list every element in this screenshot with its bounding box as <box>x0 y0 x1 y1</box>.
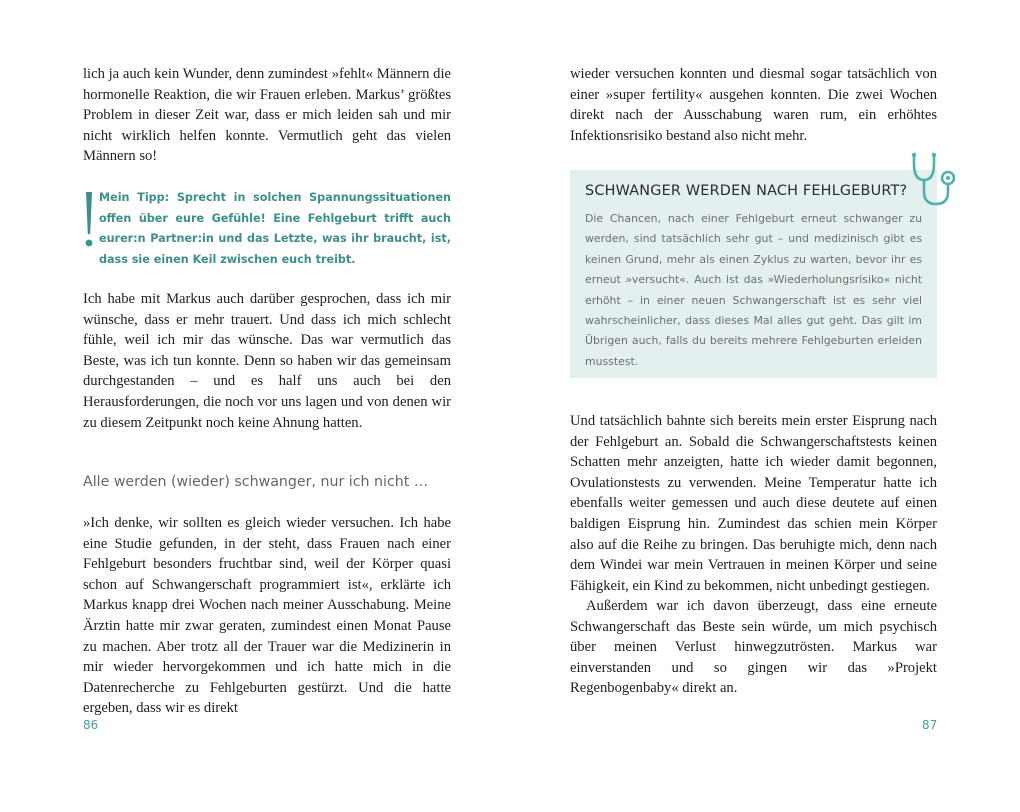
page-number-right: 87 <box>922 718 938 732</box>
right-paragraph-1 <box>570 64 937 146</box>
paragraph-text: wieder versuchen konnten und diesmal sogar tatsächlich von einer »super fertility« ausgehen konnten. Die zwei Wochen direkt nach der Ausschabung waren rum, ein erhöhtes Infektionsrisiko bestand also nicht mehr. <box>570 66 937 144</box>
paragraph-text: Außerdem war ich davon überzeugt, dass eine erneute Schwangerschaft das Beste sein würde, um mich psychisch über meinen Verlust hinwegzutrösten. Markus war einverstanden und so gingen wir das »Projekt Regenbogenbaby« direkt an. <box>570 598 937 697</box>
stethoscope-icon <box>908 150 960 210</box>
info-box-text: Die Chancen, nach einer Fehlgeburt erneut schwanger zu werden, sind tatsächlich sehr gut – und medizinisch gibt es keinen Grund, mehr als einen Zyklus zu warten, bevor ihr es erneut »versucht«. Auch ist das »Wiederholungsrisiko« nicht erhöht – in einer neuen Schwangerschaft ist es sehr viel wahrscheinlicher, dass dieses Mal alles gut geht. Das gilt im Übrigen auch, falls du bereits mehrere Fehlgeburten erleiden musstest. <box>585 212 922 368</box>
paragraph-text: Ich habe mit Markus auch darüber gesprochen, dass ich mir wünsche, dass er mehr trauert. Und dass ich mich schlecht fühle, weil ich mir das wünsche. Das war vermutlich das Beste, was ich tun konnte. Denn so haben wir das gemeinsam durchgestanden – und es half uns auch bei den Herausforderungen, die noch vor uns lagen und von denen wir zu diesem Zeitpunkt noch keine Ahnung hatten. <box>83 291 451 431</box>
left-paragraph-3 <box>83 513 451 719</box>
paragraph-text: »Ich denke, wir sollten es gleich wieder versuchen. Ich habe eine Studie gefunden, in der steht, dass Frauen nach einer Fehlgeburt besonders fruchtbar sind, weil der Körper quasi schon auf Schwangerschaft programmiert ist«, erklärte ich Markus knapp drei Wochen nach meiner Ausschabung. Meine Ärztin hatte mir zwar geraten, zumindest einen Monat Pause zu machen. Aber trotz all der Trauer war die Medizinerin in mir wieder hervorgekommen und ich hatte mich in die Datenrecherche zu Fehlgeburten gestürzt. Und die hatte ergeben, dass wir es direkt <box>83 515 451 717</box>
exclamation-icon <box>83 190 95 250</box>
paragraph-text: lich ja auch kein Wunder, denn zumindest »fehlt« Männern die hormonelle Reaktion, die wir Frauen erleben. Markus’ größtes Problem in dieser Zeit war, dass er mich leiden sah und mir nicht wirklich helfen konnte. Vermutlich geht das vielen Männern so! <box>83 66 451 165</box>
tip-callout: Mein Tipp: Sprecht in solchen Spannungssituationen offen über eure Gefühle! Eine Fehlgeburt trifft auch eurer:n Partner:in und das Letzte, was ihr braucht, ist, dass sie einen Keil zwischen euch treibt. <box>99 191 451 266</box>
info-box-title: SCHWANGER WERDEN NACH FEHLGEBURT? <box>585 183 908 199</box>
section-heading: Alle werden (wieder) schwanger, nur ich nicht … <box>83 474 429 490</box>
right-paragraph-2 <box>570 411 937 596</box>
paragraph-text: Und tatsächlich bahnte sich bereits mein erster Eisprung nach der Fehlgeburt an. Sobald die Schwangerschaftstests keinen Schatten mehr anzeigten, hatte ich wieder damit begonnen, Ovulationstests zu verwenden. Meine Temperatur hatte ich ebenfalls weiter gemessen und auch diese deutete auf einen baldigen Eisprung hin. Zumindest das schien mein Körper also auf die Reihe zu bringen. Das beruhigte mich, denn nach dem Windei war mein Vertrauen in meinen Körper und seine Fähigkeit, ein Kind zu bekommen, nicht unbedingt gestiegen. <box>570 413 937 594</box>
left-paragraph-2 <box>83 289 451 433</box>
right-paragraph-3 <box>570 596 937 699</box>
left-paragraph-1 <box>83 64 451 167</box>
page-number-left: 86 <box>83 718 99 732</box>
